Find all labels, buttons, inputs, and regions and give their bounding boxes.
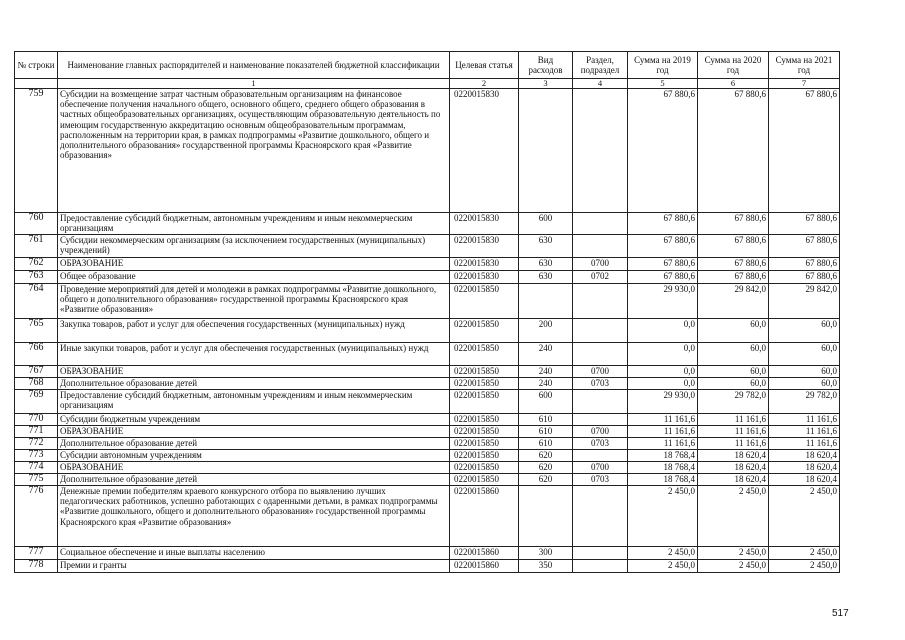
row-name: ОБРАЗОВАНИЕ [58, 426, 450, 438]
row-name: ОБРАЗОВАНИЕ [58, 258, 450, 271]
row-sum-2020: 60,0 [698, 366, 769, 378]
row-number: 759 [15, 89, 58, 213]
row-sum-2020: 11 161,6 [698, 426, 769, 438]
row-sum-2019: 11 161,6 [628, 438, 698, 450]
row-number: 770 [15, 414, 58, 426]
row-type: 630 [519, 271, 573, 284]
row-number: 763 [15, 271, 58, 284]
row-name: Дополнительное образование детей [58, 474, 450, 486]
row-sum-2021: 60,0 [769, 378, 840, 390]
row-number: 778 [15, 560, 58, 573]
table-row [15, 414, 840, 426]
column-number: 6 [698, 79, 769, 89]
row-name: Субсидии автономным учреждениям [58, 450, 450, 462]
row-name: Премии и гранты [58, 560, 450, 573]
row-sum-2020: 60,0 [698, 343, 769, 366]
table-row [15, 343, 840, 366]
column-number: 2 [450, 79, 519, 89]
row-sum-2020: 67 880,6 [698, 258, 769, 271]
header-sum-2020: Сумма на 2020 год [698, 52, 769, 79]
row-number: 765 [15, 319, 58, 343]
row-number: 772 [15, 438, 58, 450]
row-name: Дополнительное образование детей [58, 378, 450, 390]
row-name: Субсидии бюджетным учреждениям [58, 414, 450, 426]
row-sum-2020: 29 842,0 [698, 284, 769, 319]
header-sum-2021: Сумма на 2021 год [769, 52, 840, 79]
row-sum-2021: 67 880,6 [769, 258, 840, 271]
row-section: 0700 [573, 366, 628, 378]
table-row [15, 89, 840, 213]
row-type: 600 [519, 390, 573, 414]
row-sum-2020: 67 880,6 [698, 271, 769, 284]
row-sum-2019: 18 768,4 [628, 462, 698, 474]
row-target: 0220015850 [450, 426, 519, 438]
row-number: 776 [15, 486, 58, 547]
budget-table-page [14, 51, 840, 573]
column-number [15, 79, 58, 89]
row-section [573, 89, 628, 213]
row-sum-2019: 0,0 [628, 378, 698, 390]
row-sum-2020: 67 880,6 [698, 89, 769, 213]
row-target: 0220015860 [450, 547, 519, 560]
row-section [573, 547, 628, 560]
row-number: 766 [15, 343, 58, 366]
row-sum-2021: 29 842,0 [769, 284, 840, 319]
row-sum-2021: 2 450,0 [769, 547, 840, 560]
row-sum-2019: 67 880,6 [628, 235, 698, 258]
header-target: Целевая статья [450, 52, 519, 79]
row-type: 600 [519, 213, 573, 235]
table-row [15, 284, 840, 319]
row-target: 0220015850 [450, 366, 519, 378]
row-sum-2019: 11 161,6 [628, 414, 698, 426]
row-sum-2021: 18 620,4 [769, 450, 840, 462]
row-number: 771 [15, 426, 58, 438]
row-section [573, 319, 628, 343]
row-section [573, 284, 628, 319]
row-sum-2019: 18 768,4 [628, 450, 698, 462]
row-sum-2019: 18 768,4 [628, 474, 698, 486]
row-type: 200 [519, 319, 573, 343]
row-sum-2020: 11 161,6 [698, 438, 769, 450]
header-name: Наименование главных распорядителей и наименование показателей бюджетной классификации [58, 52, 450, 79]
row-sum-2021: 67 880,6 [769, 271, 840, 284]
row-sum-2019: 67 880,6 [628, 213, 698, 235]
row-number: 777 [15, 547, 58, 560]
row-type: 620 [519, 474, 573, 486]
row-type: 350 [519, 560, 573, 573]
row-sum-2020: 60,0 [698, 378, 769, 390]
table-row [15, 426, 840, 438]
row-sum-2019: 67 880,6 [628, 89, 698, 213]
row-type: 240 [519, 366, 573, 378]
table-row [15, 462, 840, 474]
row-target: 0220015850 [450, 390, 519, 414]
row-target: 0220015850 [450, 343, 519, 366]
row-sum-2020: 18 620,4 [698, 450, 769, 462]
row-sum-2019: 67 880,6 [628, 258, 698, 271]
row-sum-2020: 18 620,4 [698, 462, 769, 474]
row-name: Денежные премии победителям краевого конкурсного отбора по выявлению лучших педагогических работников, успешно работающих с одаренными детьми, в рамках подпрограммы «Развитие дошкольного, общего и дополнительного образования» государственной программы Красноярского края «Развитие образования» [58, 486, 450, 547]
row-sum-2020: 67 880,6 [698, 213, 769, 235]
row-type: 610 [519, 426, 573, 438]
row-number: 761 [15, 235, 58, 258]
row-sum-2021: 18 620,4 [769, 474, 840, 486]
row-number: 773 [15, 450, 58, 462]
column-number: 3 [519, 79, 573, 89]
row-name: Предоставление субсидий бюджетным, автономным учреждениям и иным некоммерческим организациям [58, 213, 450, 235]
row-sum-2019: 0,0 [628, 366, 698, 378]
row-section: 0700 [573, 426, 628, 438]
row-sum-2021: 67 880,6 [769, 89, 840, 213]
row-sum-2019: 2 450,0 [628, 486, 698, 547]
header-section: Раздел, подраздел [573, 52, 628, 79]
row-sum-2019: 29 930,0 [628, 390, 698, 414]
row-target: 0220015860 [450, 486, 519, 547]
row-type: 610 [519, 438, 573, 450]
row-target: 0220015850 [450, 450, 519, 462]
row-sum-2019: 0,0 [628, 319, 698, 343]
table-row [15, 235, 840, 258]
row-number: 760 [15, 213, 58, 235]
row-target: 0220015830 [450, 213, 519, 235]
row-type: 240 [519, 378, 573, 390]
row-target: 0220015830 [450, 271, 519, 284]
row-name: ОБРАЗОВАНИЕ [58, 462, 450, 474]
table-row [15, 474, 840, 486]
row-sum-2020: 11 161,6 [698, 414, 769, 426]
table-row [15, 390, 840, 414]
row-sum-2021: 67 880,6 [769, 213, 840, 235]
table-row [15, 319, 840, 343]
row-number: 767 [15, 366, 58, 378]
row-sum-2020: 2 450,0 [698, 486, 769, 547]
row-section [573, 486, 628, 547]
row-sum-2021: 60,0 [769, 366, 840, 378]
row-section: 0703 [573, 474, 628, 486]
column-number-row [15, 79, 840, 89]
row-number: 768 [15, 378, 58, 390]
row-type [519, 284, 573, 319]
column-number: 4 [573, 79, 628, 89]
row-target: 0220015830 [450, 235, 519, 258]
row-name: Общее образование [58, 271, 450, 284]
row-sum-2019: 11 161,6 [628, 426, 698, 438]
row-sum-2021: 2 450,0 [769, 560, 840, 573]
page-number: 517 [832, 608, 849, 619]
row-sum-2020: 2 450,0 [698, 560, 769, 573]
row-name: Закупка товаров, работ и услуг для обеспечения государственных (муниципальных) нужд [58, 319, 450, 343]
row-section [573, 560, 628, 573]
row-number: 762 [15, 258, 58, 271]
row-sum-2021: 18 620,4 [769, 462, 840, 474]
row-sum-2021: 60,0 [769, 343, 840, 366]
row-section [573, 213, 628, 235]
row-target: 0220015850 [450, 414, 519, 426]
row-name: Дополнительное образование детей [58, 438, 450, 450]
row-type: 630 [519, 258, 573, 271]
row-sum-2021: 60,0 [769, 319, 840, 343]
row-number: 764 [15, 284, 58, 319]
row-section: 0703 [573, 378, 628, 390]
table-row [15, 438, 840, 450]
row-sum-2019: 0,0 [628, 343, 698, 366]
header-sum-2019: Сумма на 2019 год [628, 52, 698, 79]
row-number: 774 [15, 462, 58, 474]
table-row [15, 378, 840, 390]
row-target: 0220015850 [450, 474, 519, 486]
row-section: 0700 [573, 462, 628, 474]
row-section [573, 343, 628, 366]
table-row [15, 486, 840, 547]
row-type [519, 486, 573, 547]
row-name: ОБРАЗОВАНИЕ [58, 366, 450, 378]
row-section: 0700 [573, 258, 628, 271]
column-number: 5 [628, 79, 698, 89]
row-name: Предоставление субсидий бюджетным, автономным учреждениям и иным некоммерческим организациям [58, 390, 450, 414]
row-section: 0703 [573, 438, 628, 450]
row-sum-2021: 11 161,6 [769, 414, 840, 426]
column-number: 7 [769, 79, 840, 89]
row-type: 620 [519, 450, 573, 462]
row-type: 620 [519, 462, 573, 474]
row-target: 0220015850 [450, 319, 519, 343]
row-sum-2020: 18 620,4 [698, 474, 769, 486]
row-sum-2021: 11 161,6 [769, 438, 840, 450]
row-sum-2021: 11 161,6 [769, 426, 840, 438]
row-sum-2019: 2 450,0 [628, 547, 698, 560]
row-target: 0220015830 [450, 89, 519, 213]
row-target: 0220015860 [450, 560, 519, 573]
row-sum-2020: 2 450,0 [698, 547, 769, 560]
row-target: 0220015830 [450, 258, 519, 271]
row-target: 0220015850 [450, 462, 519, 474]
row-sum-2020: 67 880,6 [698, 235, 769, 258]
row-sum-2019: 29 930,0 [628, 284, 698, 319]
row-section [573, 235, 628, 258]
row-sum-2020: 60,0 [698, 319, 769, 343]
table-row [15, 213, 840, 235]
row-section: 0702 [573, 271, 628, 284]
row-number: 775 [15, 474, 58, 486]
row-sum-2019: 67 880,6 [628, 271, 698, 284]
budget-table [14, 51, 840, 573]
row-name: Иные закупки товаров, работ и услуг для обеспечения государственных (муниципальных) нужд [58, 343, 450, 366]
row-type: 240 [519, 343, 573, 366]
table-row [15, 560, 840, 573]
column-number: 1 [58, 79, 450, 89]
table-row [15, 450, 840, 462]
table-row [15, 366, 840, 378]
row-name: Субсидии некоммерческим организациям (за исключением государственных (муниципальных) учреждений) [58, 235, 450, 258]
row-sum-2020: 29 782,0 [698, 390, 769, 414]
row-type: 630 [519, 235, 573, 258]
header-num: № строки [15, 52, 58, 79]
table-row [15, 271, 840, 284]
table-row [15, 547, 840, 560]
row-type: 610 [519, 414, 573, 426]
row-type [519, 89, 573, 213]
row-target: 0220015850 [450, 438, 519, 450]
header-row [15, 52, 840, 79]
row-type: 300 [519, 547, 573, 560]
header-type: Вид расходов [519, 52, 573, 79]
row-name: Проведение мероприятий для детей и молодежи в рамках подпрограммы «Развитие дошкольного, общего и дополнительного образования» государственной программы Красноярского края «Развитие образования» [58, 284, 450, 319]
row-sum-2021: 29 782,0 [769, 390, 840, 414]
row-section [573, 450, 628, 462]
row-target: 0220015850 [450, 284, 519, 319]
row-name: Субсидии на возмещение затрат частным образовательным организациям на финансовое обеспечение получения начального общего, основного общего, среднего общего образования в частных общеобразовательных организациях, осуществляющим образовательную деятельность по имеющим государственную аккредитацию основным общеобразовательным программам, расположенным на территории края, в рамках подпрограммы «Развитие дошкольного, общего и дополнительного образования» государственной программы Красноярского края «Развитие образования» [58, 89, 450, 213]
row-section [573, 414, 628, 426]
row-sum-2021: 2 450,0 [769, 486, 840, 547]
row-name: Социальное обеспечение и иные выплаты населению [58, 547, 450, 560]
row-target: 0220015850 [450, 378, 519, 390]
row-number: 769 [15, 390, 58, 414]
row-section [573, 390, 628, 414]
table-row [15, 258, 840, 271]
row-sum-2021: 67 880,6 [769, 235, 840, 258]
row-sum-2019: 2 450,0 [628, 560, 698, 573]
